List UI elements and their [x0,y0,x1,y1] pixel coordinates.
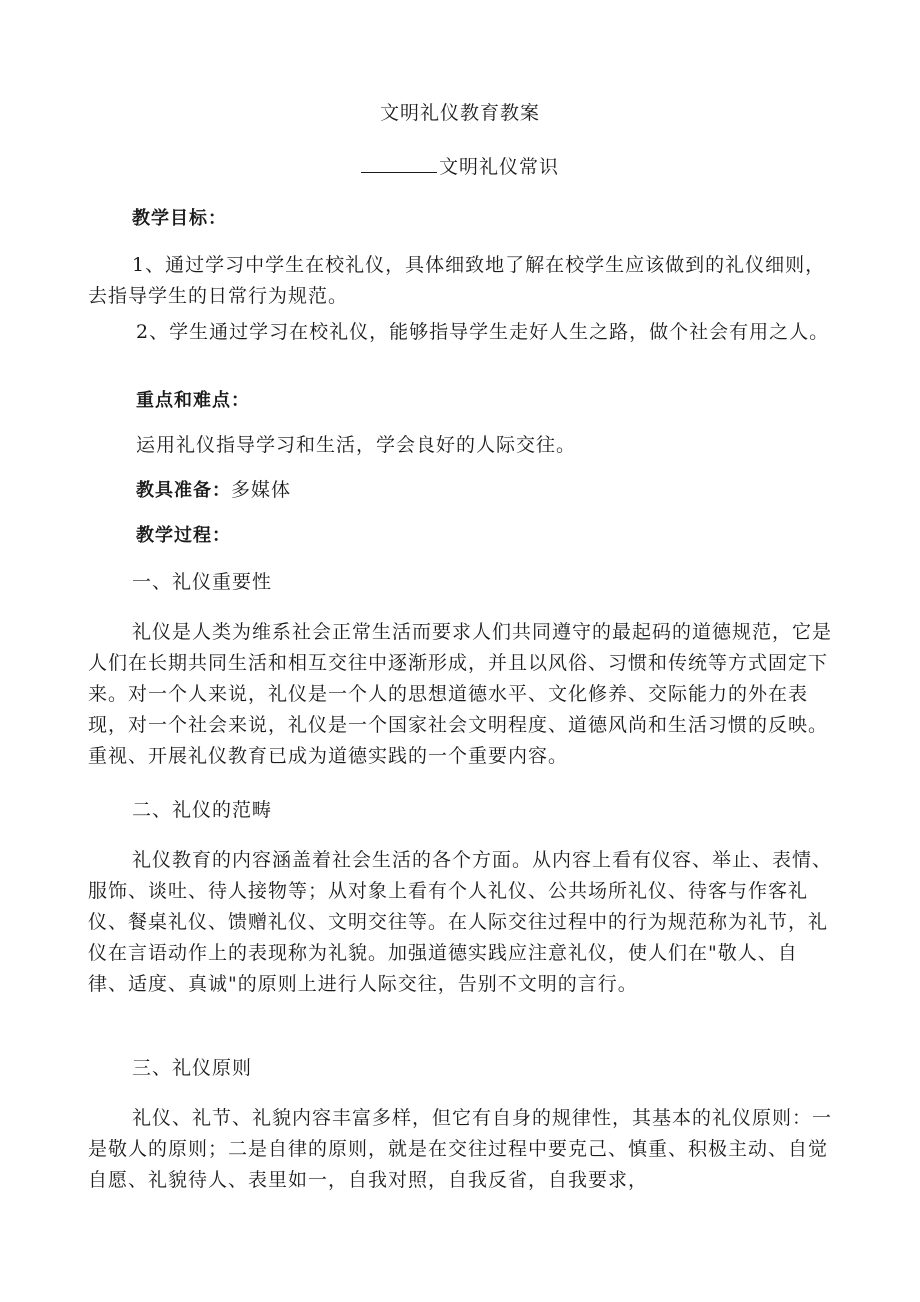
document-subtitle [0,152,920,179]
tools-value: 多媒体 [231,479,292,501]
process-label [136,520,881,551]
section-3-heading: 三、礼仪原则 [132,1057,253,1079]
key-points-text: 运用礼仪指导学习和生活，学会良好的人际交往。 [136,434,577,456]
subtitle-text: 文明礼仪常识 [438,156,559,178]
document-title: 文明礼仪教育教案 [379,102,540,124]
objective-2: 2、学生通过学习在校礼仪，能够指导学生走好人生之路，做个社会有用之人。 [136,321,830,343]
key-points-label [136,385,881,416]
section-2-heading: 二、礼仪的范畴 [132,799,273,821]
section-1-body: 礼仪是人类为维系社会正常生活而要求人们共同遵守的最起码的道德规范，它是人们在长期共同生活和相互交往中逐渐形成，并且以风俗、习惯和传统等方式固定下来。对一个人来说，礼仪是一个人的思想道德水平、文化修养、交际能力的外在表现，对一个社会来说，礼仪是一个国家社会文明程度、道德风尚和生活习惯的反映。重视、开展礼仪教育已成为道德实践的一个重要内容。 [88,621,833,767]
tools-line [136,475,836,506]
fill-in-blank [361,154,437,173]
objectives-label-text: 教学目标： [132,208,227,229]
objectives-label [132,203,877,234]
key-points-label-text: 重点和难点： [136,390,250,411]
section-2-body: 礼仪教育的内容涵盖着社会生活的各个方面。从内容上看有仪容、举止、表情、服饰、谈吐、待人接物等；从对象上看有个人礼仪、公共场所礼仪、待客与作客礼仪、餐桌礼仪、馈赠礼仪、文明交往等。在人际交往过程中的行为规范称为礼节，礼仪在言语动作上的表现称为礼貌。加强道德实践应注意礼仪，使人们在"敬人、自律、适度、真诚"的原则上进行人际交往，告别不文明的言行。 [88,849,833,995]
section-1-heading: 一、礼仪重要性 [132,571,273,593]
process-label-text: 教学过程： [136,525,231,546]
objective-1: 1、通过学习中学生在校礼仪，具体细致地了解在校学生应该做到的礼仪细则，去指导学生的日常行为规范。 [88,254,826,307]
tools-label: 教具准备： [136,480,231,501]
section-3-body: 礼仪、礼节、礼貌内容丰富多样，但它有自身的规律性，其基本的礼仪原则：一是敬人的原则；二是自律的原则，就是在交往过程中要克己、慎重、积极主动、自觉自愿、礼貌待人、表里如一，自我对照，自我反省，自我要求， [88,1107,833,1191]
